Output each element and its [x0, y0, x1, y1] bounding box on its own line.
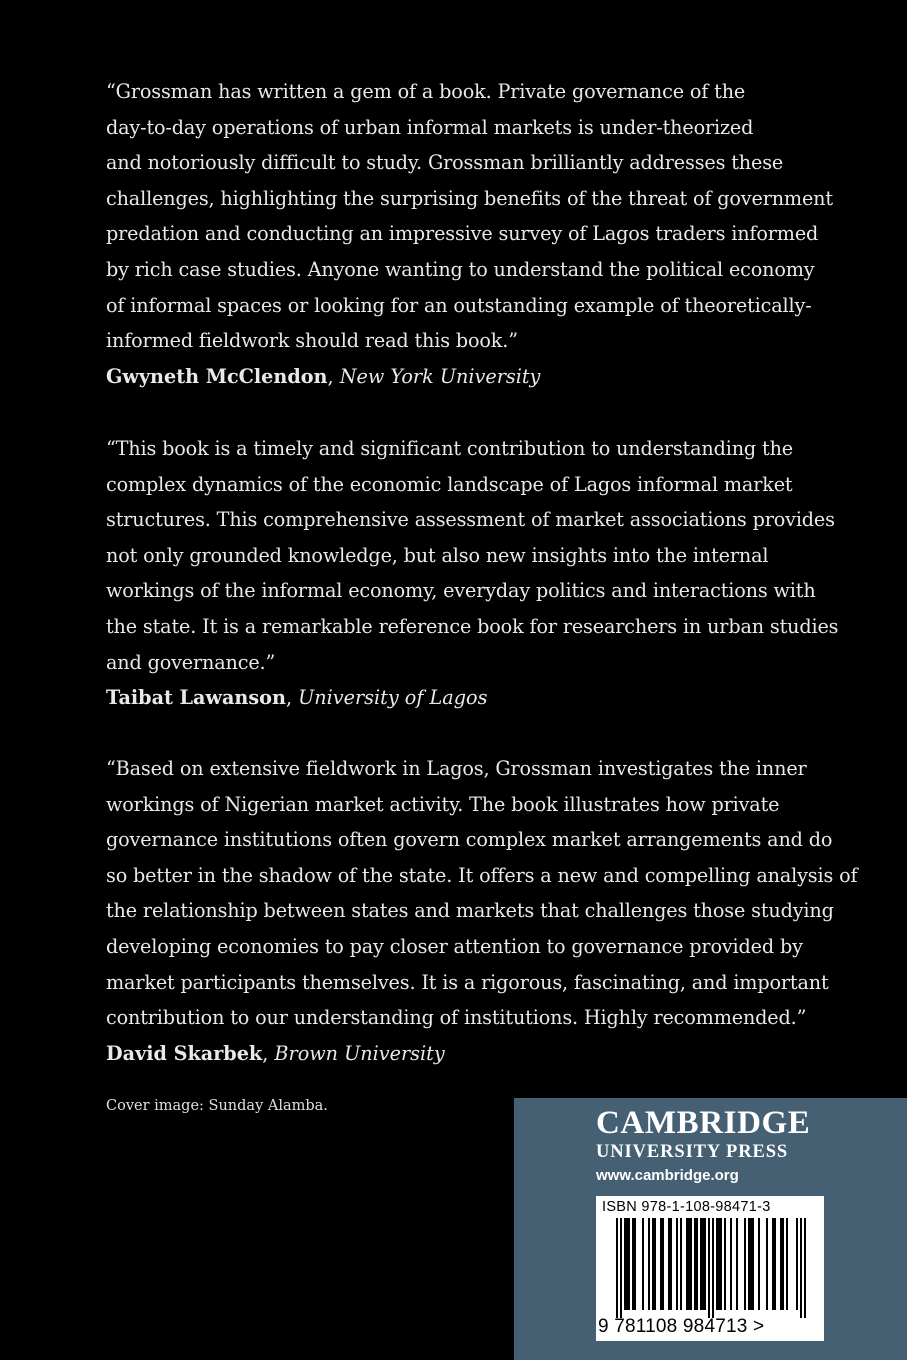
- barcode-bar: [690, 1218, 692, 1310]
- barcode-bar: [648, 1218, 650, 1310]
- isbn-barcode: [596, 1196, 824, 1341]
- publisher-panel: [514, 1098, 907, 1360]
- barcode-bar: [642, 1218, 644, 1310]
- endorsement-line: day-to-day operations of urban informal markets is under-theorized: [106, 115, 754, 139]
- barcode-bar: [694, 1218, 696, 1310]
- barcode-bar: [718, 1218, 720, 1310]
- endorsement-line: workings of the informal economy, everyday politics and interactions with: [106, 579, 816, 603]
- endorsement-line: and notoriously difficult to study. Grossman brilliantly addresses these: [106, 151, 784, 175]
- barcode-bar: [626, 1218, 628, 1310]
- barcode-bar: [796, 1218, 798, 1310]
- endorsement-line: not only grounded knowledge, but also new insights into the internal: [106, 543, 769, 567]
- barcode-digits: 9 781108 984713 >: [598, 1316, 765, 1337]
- barcode-bar: [716, 1218, 718, 1310]
- barcode-bar: [708, 1218, 710, 1318]
- barcode-bar: [620, 1218, 622, 1318]
- barcode-bar: [700, 1218, 702, 1310]
- endorsement-line: by rich case studies. Anyone wanting to understand the political economy: [106, 257, 815, 281]
- endorser-name: David Skarbek: [106, 1041, 263, 1065]
- barcode-bar: [758, 1218, 760, 1310]
- attribution-separator: ,: [262, 1041, 275, 1065]
- endorsement-line: workings of Nigerian market activity. The book illustrates how private: [106, 792, 780, 816]
- barcode-bar: [774, 1218, 776, 1310]
- endorser-name: Taibat Lawanson: [106, 686, 286, 710]
- barcode-bar: [616, 1218, 618, 1318]
- barcode-bar: [670, 1218, 672, 1310]
- publisher-logo-name: CAMBRIDGE: [596, 1105, 811, 1141]
- endorsement-line: and governance.”: [106, 650, 276, 674]
- endorsement-line: so better in the shadow of the state. It offers a new and compelling analysis of: [106, 863, 858, 887]
- endorsement-attribution: [106, 1036, 806, 1072]
- barcode-bar: [750, 1218, 752, 1310]
- barcode-bar: [752, 1218, 754, 1310]
- endorsement-line: “Based on extensive fieldwork in Lagos, Grossman investigates the inner: [106, 757, 807, 780]
- barcode-bar: [624, 1218, 626, 1310]
- endorsement-line: challenges, highlighting the surprising benefits of the threat of government: [106, 186, 833, 210]
- endorsement-line: predation and conducting an impressive survey of Lagos traders informed: [106, 222, 819, 246]
- barcode-bar: [772, 1218, 774, 1310]
- endorsement-line: structures. This comprehensive assessment of market associations provides: [106, 508, 835, 532]
- endorsement-line: the state. It is a remarkable reference book for researchers in urban studies: [106, 614, 839, 638]
- barcode-bar: [662, 1218, 664, 1310]
- endorsement-line: complex dynamics of the economic landscape of Lagos informal market: [106, 472, 793, 496]
- isbn-label: ISBN 978-1-108-98471-3: [602, 1199, 771, 1215]
- barcode-bar: [680, 1218, 682, 1310]
- barcode-bar: [786, 1218, 788, 1310]
- barcode-bar: [702, 1218, 704, 1310]
- endorsement-line: “This book is a timely and significant contribution to understanding the: [106, 437, 793, 460]
- barcode-bar: [748, 1218, 750, 1310]
- barcode-bar: [688, 1218, 690, 1310]
- endorser-institution: Brown University: [274, 1041, 445, 1065]
- barcode-bar: [704, 1218, 706, 1310]
- endorser-institution: University of Lagos: [298, 686, 488, 710]
- barcode-bar: [730, 1218, 732, 1310]
- endorsement-3: [106, 751, 858, 1071]
- attribution-separator: ,: [285, 686, 299, 710]
- barcode-bar: [660, 1218, 662, 1310]
- endorsement-text: [106, 74, 833, 359]
- barcode-bar: [800, 1218, 802, 1318]
- publisher-url: www.cambridge.org: [596, 1167, 739, 1184]
- barcode-bar: [628, 1218, 630, 1310]
- barcode-bar: [744, 1218, 746, 1310]
- endorsement-line: developing economies to pay closer attention to governance provided by: [106, 934, 803, 958]
- endorsement-attribution: [106, 680, 806, 716]
- endorsement-attribution: [106, 359, 806, 395]
- barcode-bars: [602, 1218, 816, 1318]
- endorser-institution: New York University: [339, 364, 541, 388]
- barcode-bar: [668, 1218, 670, 1310]
- endorsement-text: [106, 431, 839, 680]
- barcode-bar: [686, 1218, 688, 1310]
- barcode-bar: [804, 1218, 806, 1318]
- barcode-bar: [632, 1218, 634, 1310]
- endorsement-text: [106, 751, 858, 1036]
- barcode-bar: [736, 1218, 738, 1310]
- barcode-bar: [780, 1218, 782, 1310]
- endorsement-line: of informal spaces or looking for an outstanding example of theoretically-: [106, 293, 812, 317]
- endorsement-line: “Grossman has written a gem of a book. Private governance of the: [106, 80, 746, 103]
- endorsement-1: [106, 74, 833, 394]
- endorsement-line: the relationship between states and markets that challenges those studying: [106, 899, 834, 923]
- publisher-logo-subtitle: UNIVERSITY PRESS: [596, 1142, 789, 1162]
- barcode-bar: [654, 1218, 656, 1310]
- endorsement-line: contribution to our understanding of institutions. Highly recommended.”: [106, 1006, 807, 1030]
- barcode-bar: [696, 1218, 698, 1310]
- barcode-bar: [652, 1218, 654, 1310]
- barcode-bar: [720, 1218, 722, 1310]
- endorsement-line: market participants themselves. It is a rigorous, fascinating, and important: [106, 970, 829, 994]
- endorsement-line: governance institutions often govern complex market arrangements and do: [106, 828, 833, 852]
- endorser-name: Gwyneth McClendon: [106, 364, 328, 388]
- barcode-bar: [782, 1218, 784, 1310]
- barcode-bar: [724, 1218, 726, 1310]
- attribution-separator: ,: [327, 364, 340, 388]
- barcode-bar: [712, 1218, 714, 1318]
- barcode-bar: [766, 1218, 768, 1310]
- cover-image-credit: Cover image: Sunday Alamba.: [106, 1098, 328, 1114]
- barcode-bar: [676, 1218, 678, 1310]
- barcode-bar: [634, 1218, 636, 1310]
- endorsement-2: [106, 431, 839, 716]
- endorsement-line: informed fieldwork should read this book.”: [106, 329, 518, 353]
